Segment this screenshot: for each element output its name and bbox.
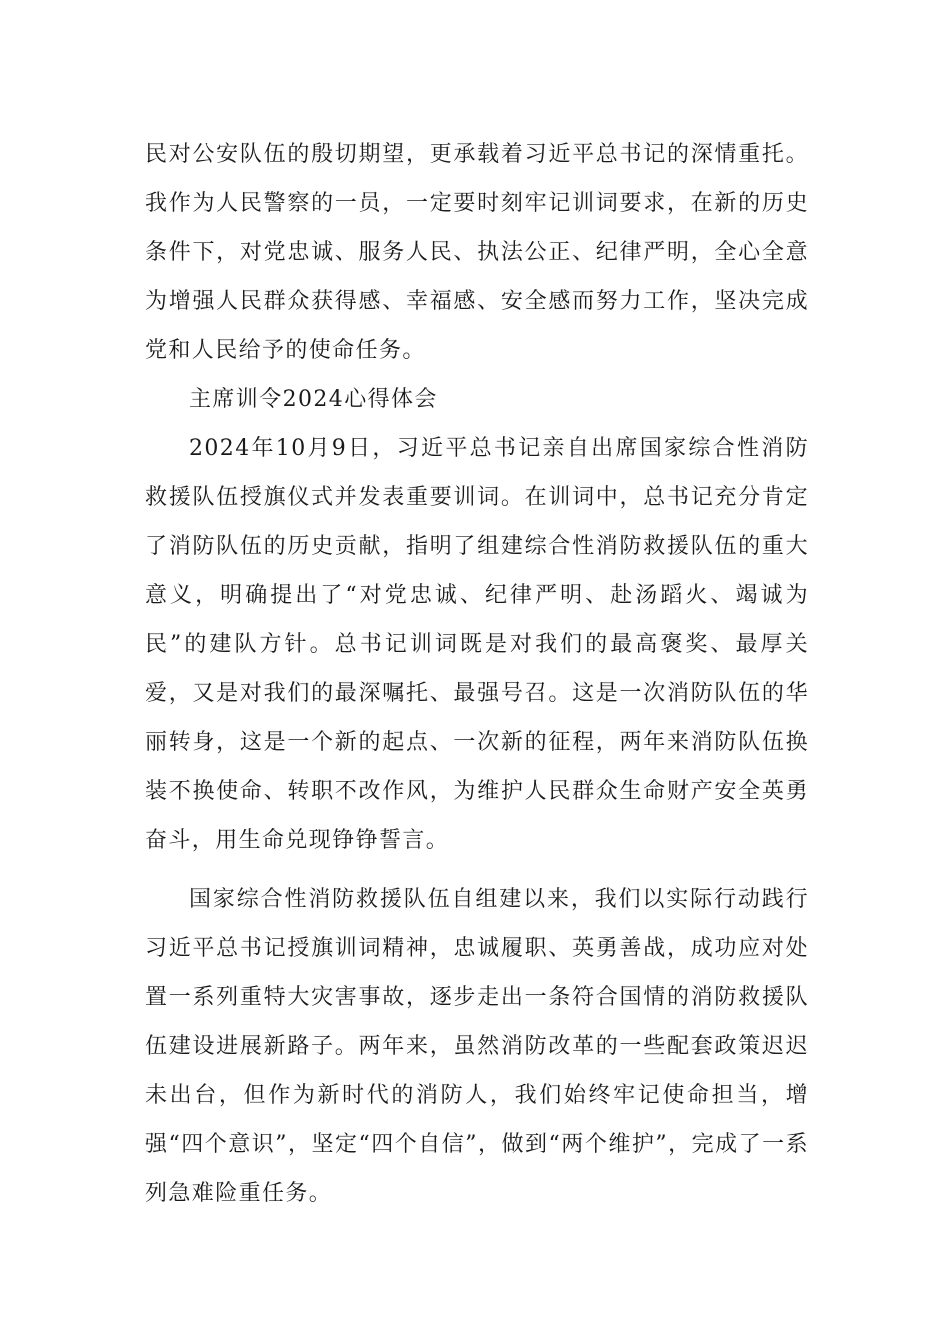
paragraph-ceremony: 2024年10月9日，习近平总书记亲自出席国家综合性消防救援队伍授旗仪式并发表重要训词。在训词中，总书记充分肯定了消防队伍的历史贡献，指明了组建综合性消防救援队伍的重大意义，明确提出了“对党忠诚、纪律严明、赴汤蹈火、竭诚为民”的建队方针。总书记训词既是对我们的最高褒奖、最厚关爱，又是对我们的最深嘱托、最强号召。这是一次消防队伍的华丽转身，这是一个新的起点、一次新的征程，两年来消防队伍换装不换使命、转职不改作风，为维护人民群众生命财产安全英勇奋斗，用生命兑现铮铮誓言。 [145,436,809,853]
document-body [145,130,809,1218]
paragraph-continuation: 民对公安队伍的殷切期望，更承载着习近平总书记的深情重托。我作为人民警察的一员，一定要时刻牢记训词要求，在新的历史条件下，对党忠诚、服务人民、执法公正、纪律严明，全心全意为增强人民群众获得感、幸福感、安全感而努力工作，坚决完成党和人民给予的使命任务。 [145,142,809,363]
section-heading: 主席训令2024心得体会 [189,387,438,412]
paragraph-achievements: 国家综合性消防救援队伍自组建以来，我们以实际行动践行习近平总书记授旗训词精神，忠诚履职、英勇善战，成功应对处置一系列重特大灾害事故，逐步走出一条符合国情的消防救援队伍建设进展新路子。两年来，虽然消防改革的一些配套政策迟迟未出台，但作为新时代的消防人，我们始终牢记使命担当，增强“四个意识”，坚定“四个自信”，做到“两个维护”，完成了一系列急难险重任务。 [145,887,809,1206]
